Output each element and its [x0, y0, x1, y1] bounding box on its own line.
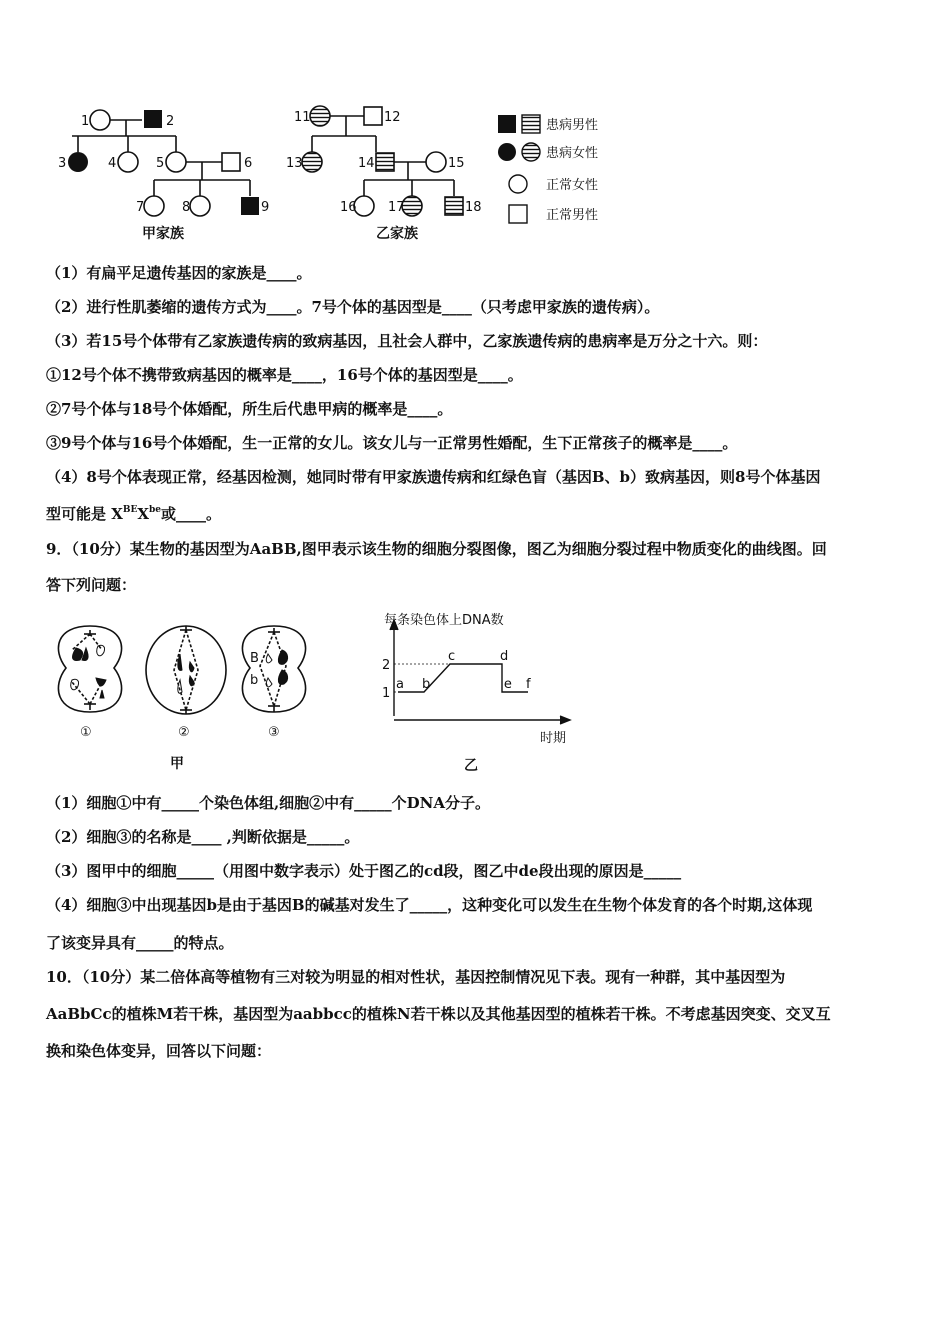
svg-text:9: 9	[261, 200, 270, 215]
q8-part3: （3）若15号个体带有乙家族遗传病的致病基因，且社会人群中，乙家族遗传病的患病率是万分之十六。则：	[46, 332, 768, 350]
family-b-caption: 乙家族	[376, 226, 418, 242]
cell-division-figure	[46, 620, 316, 780]
svg-text:6: 6	[244, 156, 253, 171]
legend-normal-female-symbol	[509, 175, 527, 193]
q9-part1: （1）细胞①中有_____个染色体组,细胞②中有_____个DNA分子。	[46, 794, 491, 812]
q9-part2: （2）细胞③的名称是____ ,判断依据是_____。	[46, 828, 360, 846]
x-axis-arrow	[560, 716, 570, 724]
point-label-a: a	[396, 677, 404, 692]
legend-affected-male-hatched	[522, 115, 540, 133]
gene-b-label: b	[250, 673, 259, 688]
individual-2	[144, 110, 162, 128]
q8-part1: （1）有扁平足遗传基因的家族是____。	[46, 264, 312, 282]
svg-text:8: 8	[182, 200, 191, 215]
q9-part4: （4）细胞③中出现基因b是由于基因B的碱基对发生了_____，这种变化可以发生在生物个体发育的各个时期,这体现	[46, 896, 813, 914]
individual-11	[310, 106, 330, 126]
svg-text:7: 7	[136, 200, 145, 215]
individual-16	[354, 196, 374, 216]
q10-line2: AaBbCc的植株M若干株，基因型为aabbcc的植株N若干株以及其他基因型的植株若干株。不考虑基因突变、交叉互	[46, 1005, 831, 1023]
legend-affected-female-hatched	[522, 143, 540, 161]
point-label-e: e	[503, 677, 512, 692]
individual-3	[68, 152, 88, 172]
q8-part4: （4）8号个体表现正常，经基因检测，她同时带有甲家族遗传病和红绿色盲（基因B、b）致病基因，则8号个体基因	[46, 468, 821, 486]
point-label-c: c	[448, 649, 456, 664]
point-label-f: f	[526, 677, 531, 692]
svg-text:5: 5	[156, 156, 165, 171]
point-label-d: d	[500, 649, 509, 664]
svg-text:15: 15	[448, 156, 465, 171]
q9-heading: 9．（10分）某生物的基因型为AaBB,图甲表示该生物的细胞分裂图像，图乙为细胞分裂过程中物质变化的曲线图。回	[46, 540, 827, 558]
q8-part3a: ①12号个体不携带致病基因的概率是____，16号个体的基因型是____。	[46, 366, 523, 384]
individual-1	[90, 110, 110, 130]
q8-part3b: ②7号个体与18号个体婚配，所生后代患甲病的概率是____。	[46, 400, 453, 418]
svg-text:18: 18	[465, 200, 482, 215]
individual-13	[302, 152, 322, 172]
legend-normal-male: 正常男性	[546, 208, 599, 223]
legend-affected-male: 患病男性	[546, 118, 599, 133]
legend-normal-male-symbol	[509, 205, 527, 223]
individual-8	[190, 196, 210, 216]
svg-text:2: 2	[166, 114, 175, 129]
q8-part3c: ③9号个体与16号个体婚配，生一正常的女儿。该女儿与一正常男性婚配，生下正常孩子的概率是____。	[46, 434, 738, 452]
chart-caption: 乙	[464, 758, 478, 774]
q10-line1: 10．（10分）某二倍体高等植物有三对较为明显的相对性状，基因控制情况见下表。现有一种群，其中基因型为	[46, 968, 786, 986]
legend-affected-female: 患病女性	[546, 146, 599, 161]
dna-per-chromosome-chart	[362, 606, 582, 778]
svg-text:1: 1	[81, 114, 90, 129]
individual-12	[364, 107, 382, 125]
svg-text:16: 16	[340, 200, 357, 215]
gene-B-label: B	[250, 651, 259, 666]
individual-14	[376, 153, 394, 171]
y-tick-label: 1	[382, 686, 391, 701]
individual-17	[402, 196, 422, 216]
individual-9	[241, 197, 259, 215]
svg-text:4: 4	[108, 156, 117, 171]
point-label-b: b	[422, 677, 431, 692]
q8-part4-genotype: 型可能是 $X^{BE}X^{be}$或____。	[46, 505, 222, 523]
svg-text:14: 14	[358, 156, 375, 171]
svg-text:17: 17	[388, 200, 405, 215]
svg-text:11: 11	[294, 110, 311, 125]
individual-15	[426, 152, 446, 172]
individual-18	[445, 197, 463, 215]
legend-affected-male-solid	[498, 115, 516, 133]
chart-xlabel: 时期	[540, 731, 567, 746]
q8-part2: （2）进行性肌萎缩的遗传方式为____。7号个体的基因型是____（只考虑甲家族的遗传病）。	[46, 298, 660, 316]
y-tick-label: 2	[382, 658, 391, 673]
figure-jia-caption: 甲	[170, 756, 184, 772]
svg-text:3: 3	[58, 156, 67, 171]
cell-1-label: ①	[80, 725, 92, 740]
cell-3-label: ③	[268, 725, 280, 740]
family-a-caption: 甲家族	[142, 226, 184, 242]
q10-line3: 换和染色体变异，回答以下问题：	[46, 1042, 272, 1060]
individual-5	[166, 152, 186, 172]
q9-heading-cont: 答下列问题：	[46, 576, 137, 594]
q9-part4-cont: 了该变异具有_____的特点。	[46, 934, 234, 952]
q9-part3: （3）图甲中的细胞_____（用图中数字表示）处于图乙的cd段，图乙中de段出现的原因是_____	[46, 862, 682, 880]
individual-7	[144, 196, 164, 216]
svg-text:13: 13	[286, 156, 303, 171]
cell-2-label: ②	[178, 725, 190, 740]
legend-affected-female-solid	[498, 143, 516, 161]
legend-normal-female: 正常女性	[546, 178, 599, 193]
chart-ylabel: 每条染色体上DNA数	[384, 613, 504, 628]
svg-text:12: 12	[384, 110, 401, 125]
pedigree-figure	[46, 96, 626, 246]
individual-6	[222, 153, 240, 171]
individual-4	[118, 152, 138, 172]
